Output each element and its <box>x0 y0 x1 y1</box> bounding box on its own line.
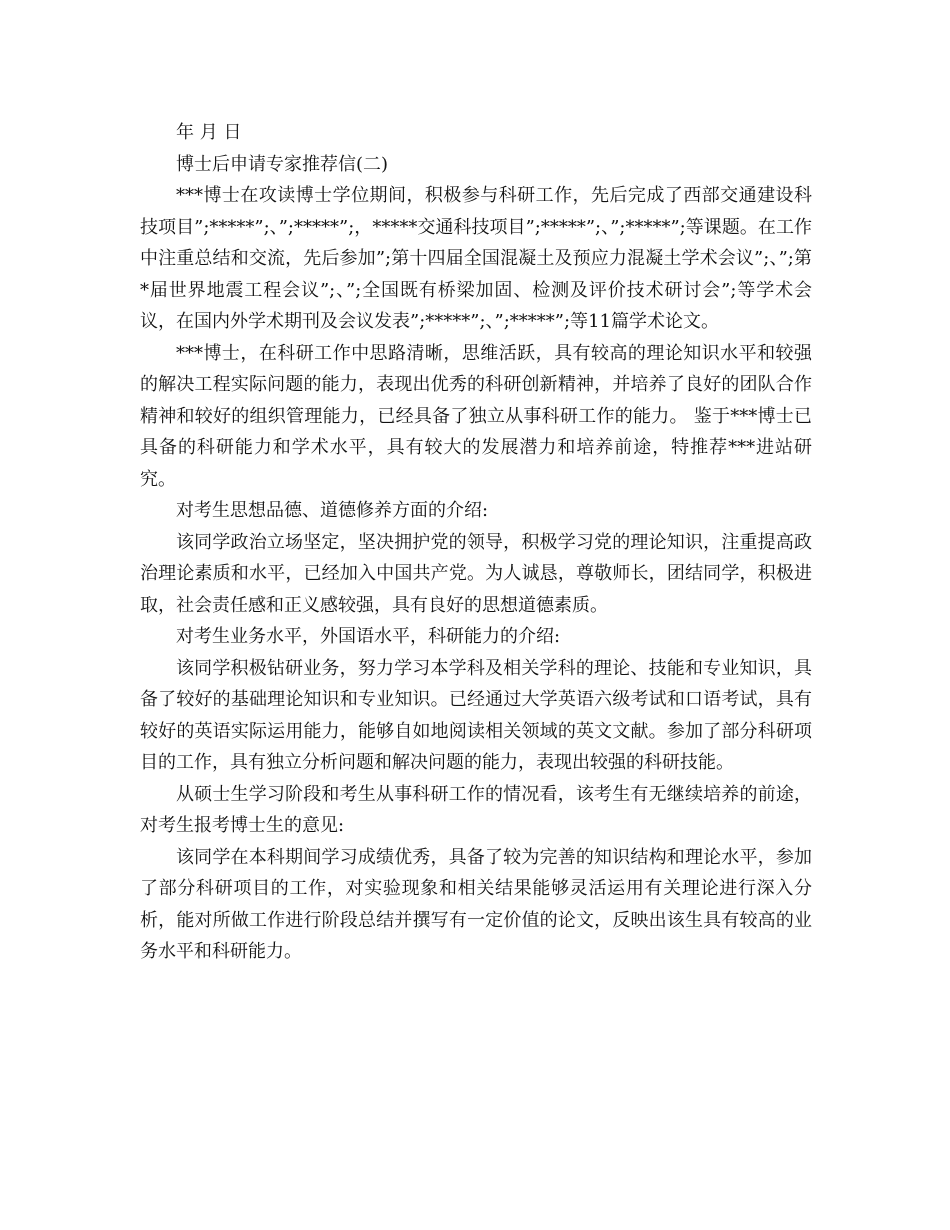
paragraph-research-ability: ***博士，在科研工作中思路清晰，思维活跃，具有较高的理论知识水平和较强的解决工程实际问题的能力，表现出优秀的科研创新精神，并培养了良好的团队合作精神和较好的组织管理能力，已经具备了独立从事科研工作的能力。 鉴于***博士已具备的科研能力和学术水平，具有较大的发展潜力和培养前途，特推荐***进站研究。 <box>140 342 812 490</box>
paragraph-skills: 该同学积极钻研业务，努力学习本学科及相关学科的理论、技能和专业知识，具备了较好的基础理论知识和专业知识。已经通过大学英语六级考试和口语考试，具有较好的英语实际运用能力，能够自如地阅读相关领域的英文文献。参加了部分科研项目的工作，具有独立分析问题和解决问题的能力，表现出较强的科研技能。 <box>140 657 812 773</box>
section-heading-moral: 对考生思想品德、道德修养方面的介绍: <box>176 500 489 521</box>
letter-heading: 博士后申请专家推荐信(二) <box>176 153 389 175</box>
date-line: 年 月 日 <box>176 122 242 143</box>
section-heading-prospects: 从硕士生学习阶段和考生从事科研工作的情况看，该考生有无继续培养的前途，对考生报考博士生的意见: <box>140 783 812 836</box>
section-heading-skills: 对考生业务水平，外国语水平，科研能力的介绍: <box>176 626 561 647</box>
document-page <box>140 117 812 968</box>
paragraph-research-work: ***博士在攻读博士学位期间，积极参与科研工作，先后完成了西部交通建设科技项目”;*****”;、”;*****”;，*****交通科技项目”;*****”;、”;*****”;等课题。在工作中注重总结和交流，先后参加”;第十四届全国混凝土及预应力混凝土学术会议”;、”;第*届世界地震工程会议”;、”;全国既有桥梁加固、检测及评价技术研讨会”;等学术会议，在国内外学术期刊及会议发表”;*****”;、”;*****”;等11篇学术论文。 <box>140 185 812 332</box>
paragraph-prospects: 该同学在本科期间学习成绩优秀，具备了较为完善的知识结构和理论水平，参加了部分科研项目的工作，对实验现象和相关结果能够灵活运用有关理论进行深入分析，能对所做工作进行阶段总结并撰写有一定价值的论文，反映出该生具有较高的业务水平和科研能力。 <box>140 846 812 962</box>
paragraph-moral: 该同学政治立场坚定，坚决拥护党的领导，积极学习党的理论知识，注重提高政治理论素质和水平，已经加入中国共产党。为人诚恳，尊敬师长，团结同学，积极进取，社会责任感和正义感较强，具有良好的思想道德素质。 <box>140 531 812 616</box>
